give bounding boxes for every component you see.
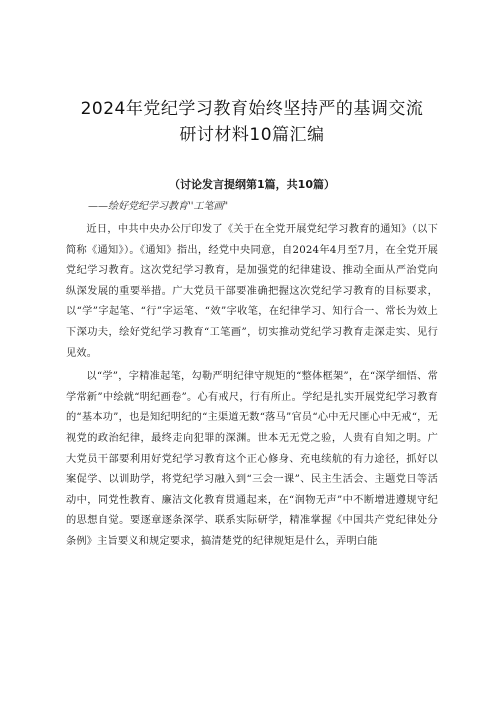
document-title xyxy=(66,96,438,148)
document-subtitle: （讨论发言提纲第1篇，共10篇） xyxy=(169,178,335,191)
paragraph-2: 以“学”，字精准起笔，勾勒严明纪律守规矩的“整体框架”，在“深学细悟、常学常新”中绘就“明纪画卷”。心有戒尺，行有所止。学纪是扎实开展党纪学习教育的“基本功”，也是知纪明纪的“主渠道无数“落马”官员“心中无尺匪心中无戒“，无视党的政治纪律，最终走向犯罪的深渊。世本无无党之验，人贵有自知之明。广大党员干部要利用好党纪学习教育这个正心修身、充电续航的有力途径，抓好以案促学、以训助学，将党纪学习融入到“三会一课”、民主生活会、主题党日等活动中，同党性教育、廉洁文化教育贯通起来，在“润物无声”中不断增进遵规守纪的思想自觉。要逐章逐条深学、联系实际研学，精准掌握《中国共产党纪律处分条例》主旨要义和规定要求，搞清楚党的纪律规矩是什么，弄明白能 xyxy=(66,371,438,547)
title-line-1: 2024年党纪学习教育始终坚持严的基调交流 xyxy=(80,99,424,119)
document-body xyxy=(66,220,438,553)
paragraph-1: 近日，中共中央办公厅印发了《关于在全党开展党纪学习教育的通知》（以下简称《通知》）。《通知》指出，经党中央同意，自2024年4月至7月，在全党开展党纪学习教育。这次党纪学习教育，是加强党的纪律建设、推动全面从严治党向纵深发展的重要举措。广大党员干部要准确把握这次党纪学习教育的目标要求，以“学”字起笔、“行”字运笔、“效”字收笔，在纪律学习、知行合一、常长为效上下深功夫，绘好党纪学习教育“工笔画”，切实推动党纪学习教育走深走实、见行见效。 xyxy=(66,224,438,359)
title-line-2: 研讨材料10篇汇编 xyxy=(179,125,325,145)
document-tagline: ——绘好党纪学习教育''工笔画" xyxy=(88,201,229,212)
